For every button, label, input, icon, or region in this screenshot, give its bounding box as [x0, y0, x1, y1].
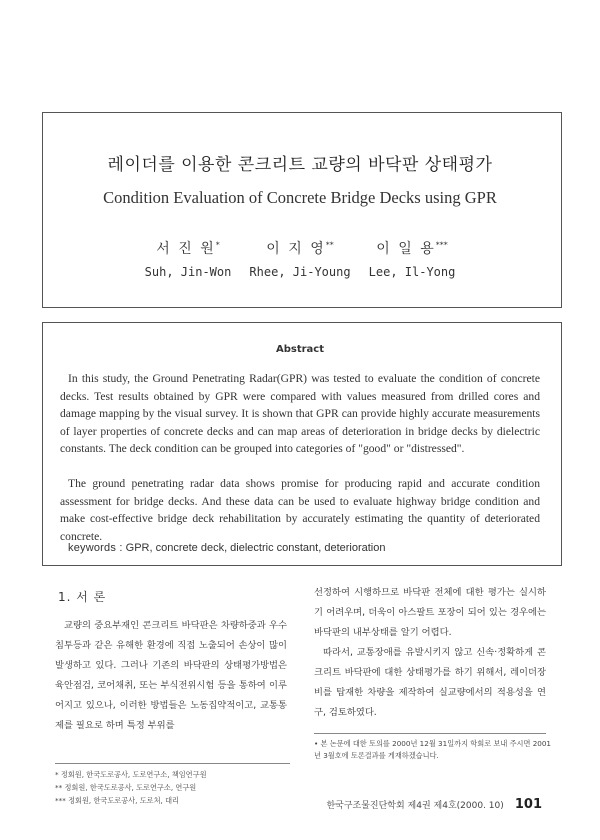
- body-paragraph-left: 교량의 중요부재인 콘크리트 바닥판은 차량하중과 우수 침투등과 같은 유해한 환경에 직접 노출되어 손상이 많이 발생하고 있다. 그러나 기존의 바닥판의 상태평가방법은 육안점검, 코어채취, 또는 부식전위시험 등을 통하여 이루어지고 있으나, 이러한 방법들은 노동집약적이고, 교통통제를 필요로 하며 특정 부위를: [55, 620, 287, 731]
- keywords-line: [68, 542, 386, 554]
- author-3-english: Lee, Il-Yong: [368, 265, 456, 279]
- body-left-column: [55, 616, 287, 736]
- body-paragraph-right-1: 선정하여 시행하므로 바닥판 전체에 대한 평가는 실시하기 어려우며, 더욱이 아스팔트 포장이 되어 있는 경우에는 바닥판의 내부상태를 알기 어렵다.: [314, 587, 546, 638]
- body-right-column: [314, 583, 546, 723]
- paper-title-english: Condition Evaluation of Concrete Bridge Decks using GPR: [103, 188, 497, 207]
- footnote-author-3: *** 정회원, 한국도로공사, 도로처, 대리: [55, 796, 179, 805]
- author-1-korean: 서 진 원*: [156, 240, 220, 257]
- author-1-english: Suh, Jin-Won: [144, 265, 232, 279]
- author-footnotes: [55, 768, 295, 807]
- keywords-label: keywords :: [68, 542, 123, 554]
- section-heading: 1. 서 론: [58, 590, 107, 604]
- footnote-author-2: ** 정회원, 한국도로공사, 도로연구소, 연구원: [55, 783, 197, 792]
- page-footer: [326, 793, 542, 812]
- discussion-note: • 본 논문에 대한 토의를 2000년 12월 31일까지 학회로 보내 주시면 2001년 3월호에 토론결과를 게재하겠습니다.: [314, 739, 551, 760]
- author-3-korean: 이 일 용***: [376, 240, 448, 257]
- footnote-divider-left: [55, 763, 290, 764]
- keywords-text: GPR, concrete deck, dielectric constant, deterioration: [125, 542, 386, 554]
- body-paragraph-right-2: 따라서, 교통장애를 유발시키지 않고 신속·정확하게 콘크리트 바닥판에 대한 상태평가를 하기 위해서, 레이더장비를 탑재한 차량을 제작하여 실교량에서의 적용성을 연구, 검토하였다.: [314, 647, 546, 718]
- journal-info: 한국구조물진단학회 제4권 제4호(2000. 10): [326, 801, 504, 811]
- abstract-paragraph-1: In this study, the Ground Penetrating Radar(GPR) was tested to evaluate the condition of concrete decks. Test results obtained by GPR were compared with values measured from drilled cores and damage mapping by the visual survey. It is shown that GPR can provide highly accurate measurements of layer properties of concrete decks and can map areas of deterioration in bridge decks by dielectric constants. The deck condition can be grouped into categories of "good" or "distressed".: [60, 372, 540, 456]
- abstract-paragraph-2: The ground penetrating radar data shows promise for producing rapid and accurate condition assessment for bridge decks. And these data can be used to evaluate highway bridge condition and make cost-effective bridge deck rehabilitation by accurately estimating the quantity of deteriorated concrete.: [60, 477, 540, 543]
- author-2-korean: 이 지 영**: [266, 240, 334, 257]
- footnote-author-1: * 정회원, 한국도로공사, 도로연구소, 책임연구원: [55, 770, 207, 779]
- footnote-divider-right: [314, 733, 546, 734]
- abstract-heading: Abstract: [275, 344, 325, 355]
- paper-title-korean: 레이더를 이용한 콘크리트 교량의 바닥판 상태평가: [107, 155, 493, 175]
- author-2-english: Rhee, Ji-Young: [249, 265, 351, 279]
- page-number: 101: [514, 797, 542, 812]
